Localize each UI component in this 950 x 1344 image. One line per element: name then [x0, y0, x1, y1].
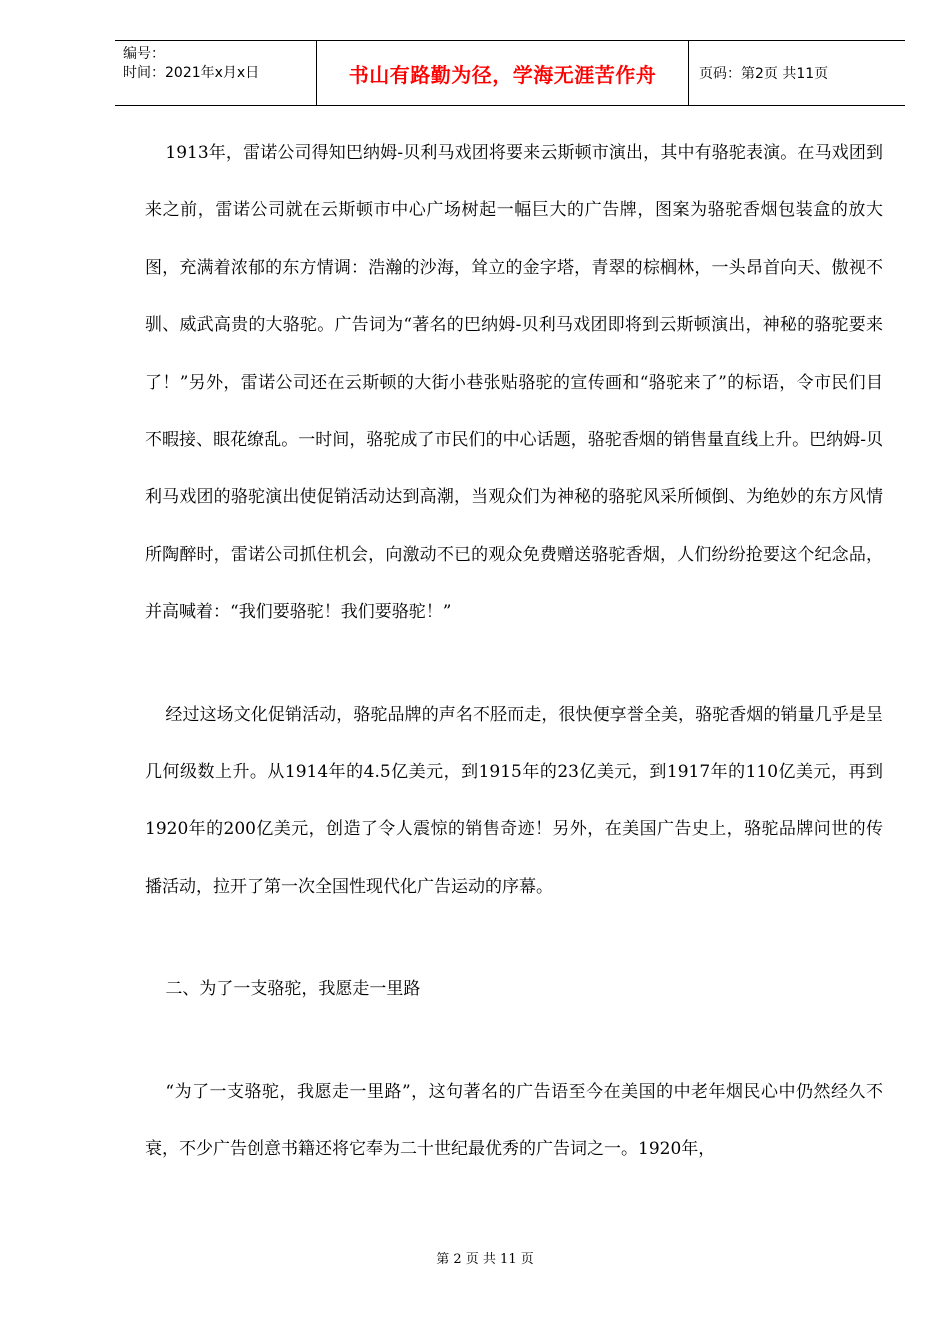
header-motto: 书山有路勤为径，学海无涯苦作舟	[348, 62, 657, 87]
paragraph-spacer	[145, 1019, 883, 1064]
paragraph: 经过这场文化促销活动，骆驼品牌的声名不胫而走，很快便享誉全美，骆驼香烟的销量几乎是呈几何级数上升。从1914年的4.5亿美元，到1915年的23亿美元，到1917年的110亿美元，再到1920年的200亿美元，创造了令人震惊的销售奇迹！另外，在美国广告史上，骆驼品牌问世的传播活动，拉开了第一次全国性现代化广告运动的序幕。	[145, 704, 883, 897]
section-heading: 二、为了一支骆驼，我愿走一里路	[165, 979, 421, 1000]
paragraph-spacer	[145, 642, 883, 687]
header-meta	[115, 41, 316, 105]
paragraph-spacer	[145, 916, 883, 961]
document-body	[145, 125, 883, 1179]
serial-number-label: 编号：	[123, 46, 165, 62]
page-header	[115, 40, 905, 106]
paragraph: “为了一支骆驼，我愿走一里路”，这句著名的广告语至今在美国的中老年烟民心中仍然经久不衰，不少广告创意书籍还将它奉为二十世纪最优秀的广告词之一。1920年，	[145, 1081, 883, 1160]
header-motto-cell	[316, 41, 689, 105]
page-footer: 第 2 页 共 11 页	[436, 1252, 534, 1267]
header-page-cell	[689, 41, 905, 105]
header-page-number: 页码：第2页 共11页	[699, 66, 829, 82]
date-label: 时间：2021年x月x日	[123, 65, 260, 81]
paragraph: 1913年，雷诺公司得知巴纳姆-贝利马戏团将要来云斯顿市演出，其中有骆驼表演。在马戏团到来之前，雷诺公司就在云斯顿市中心广场树起一幅巨大的广告牌，图案为骆驼香烟包装盒的放大图，充满着浓郁的东方情调：浩瀚的沙海，耸立的金字塔，青翠的棕榈林，一头昂首向天、傲视不驯、威武高贵的大骆驼。广告词为“著名的巴纳姆-贝利马戏团即将到云斯顿演出，神秘的骆驼要来了！”另外，雷诺公司还在云斯顿的大街小巷张贴骆驼的宣传画和“骆驼来了”的标语，令市民们目不暇接、眼花缭乱。一时间，骆驼成了市民们的中心话题，骆驼香烟的销售量直线上升。巴纳姆-贝利马戏团的骆驼演出使促销活动达到高潮，当观众们为神秘的骆驼风采所倾倒、为绝妙的东方风情所陶醉时，雷诺公司抓住机会，向激动不已的观众免费赠送骆驼香烟，人们纷纷抢要这个纪念品，并高喊着：“我们要骆驼！我们要骆驼！”	[145, 143, 883, 623]
